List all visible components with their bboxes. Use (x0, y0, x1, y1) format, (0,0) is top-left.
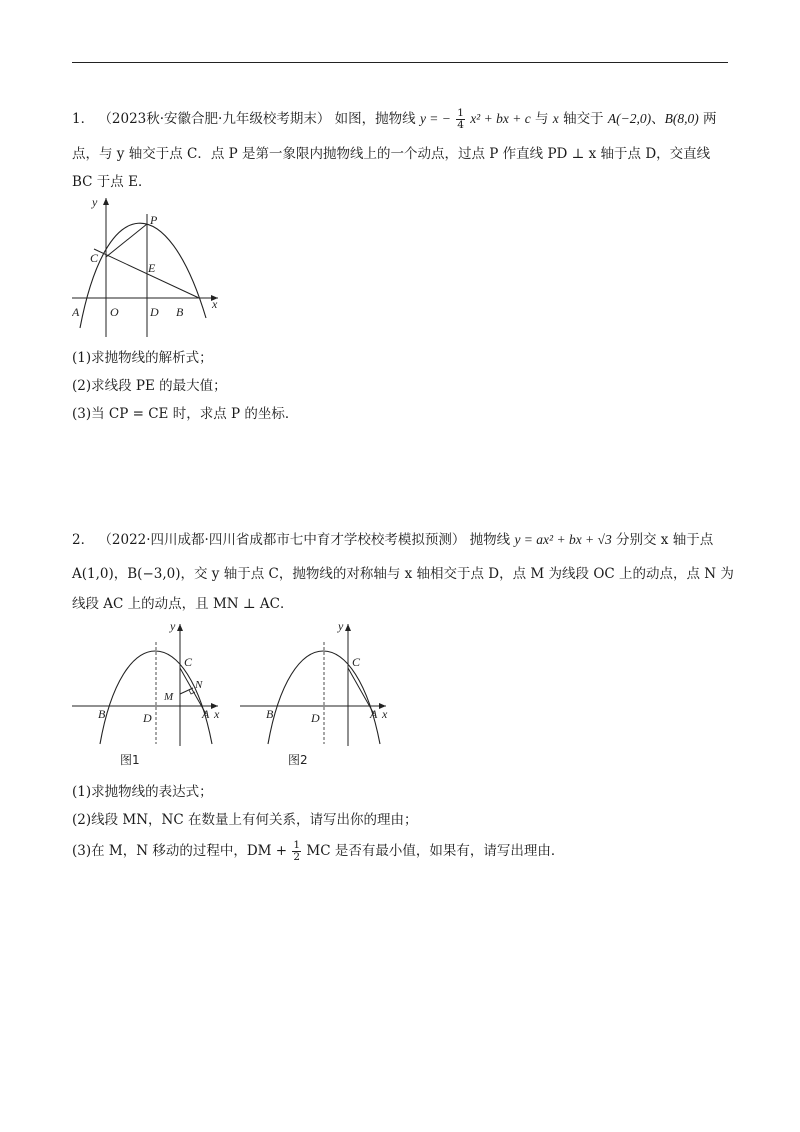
figure-label-x: x (214, 707, 220, 721)
figure-caption: 图1 (120, 753, 140, 767)
problem-1-figure (72, 194, 232, 342)
problem-2-figure-1 (72, 618, 232, 770)
figure-label-b: B (176, 305, 184, 319)
equation-rhs: x² + bx + c (470, 111, 531, 126)
figure-label-m: M (164, 691, 174, 703)
problem-2-stem-line-3: 线段 AC 上的动点，且 MN ⊥ AC． (72, 596, 294, 612)
problem-2-stem-line-2: A(1,0)，B(−3,0)，交 y 轴于点 C，抛物线的对称轴与 x 轴相交于点 D，点 M 为线段 OC 上的动点，点 N 为 (72, 566, 734, 582)
point-b: B(8,0) (664, 111, 699, 126)
question-1-3: (3)当 CP = CE 时，求点 P 的坐标． (72, 406, 299, 422)
equation: y = ax² + bx + √3 (514, 532, 612, 547)
figure-label-b: B (266, 707, 274, 721)
figure-label-a: A (202, 707, 210, 721)
question-2-3 (72, 840, 564, 863)
stem-text: 如图，抛物线 (334, 111, 416, 127)
stem-text: 两 (703, 111, 717, 127)
header-rule (72, 62, 728, 63)
stem-text: 与 (534, 111, 549, 127)
figure-label-d: D (150, 305, 159, 319)
figure-label-o: O (110, 305, 119, 319)
problem-1-stem-line-1 (72, 108, 717, 131)
figure-label-y: y (170, 619, 176, 633)
fraction-numerator: 1 (457, 107, 464, 119)
question-2-1: (1)求抛物线的表达式； (72, 784, 213, 800)
problem-number: 1． (72, 111, 95, 127)
problem-source: （2023秋·安徽合肥·九年级校考期末） (98, 111, 331, 127)
question-2-2: (2)线段 MN，NC 在数量上有何关系，请写出你的理由； (72, 812, 418, 828)
question-text: (3)在 M，N 移动的过程中，DM + (72, 843, 288, 859)
figure-label-c: C (90, 251, 99, 265)
problem-number: 2． (72, 532, 95, 548)
figure-label-e: E (148, 261, 156, 275)
figure-label-x: x (212, 297, 218, 311)
figure-label-x: x (382, 707, 388, 721)
separator: 、 (651, 111, 665, 127)
problem-1 (72, 102, 732, 432)
figure-label-c: C (184, 655, 193, 669)
figure-caption: 图2 (288, 753, 308, 767)
point-a: A(−2,0) (607, 111, 652, 126)
figure-label-y: y (338, 619, 344, 633)
figure-label-d: D (143, 711, 152, 725)
figure-label-d: D (311, 711, 320, 725)
problem-2-figure-2 (240, 618, 400, 770)
figure-label-c: C (352, 655, 361, 669)
figure-label-p: P (150, 213, 158, 227)
problem-1-stem-line-2: 点，与 y 轴交于点 C．点 P 是第一象限内抛物线上的一个动点，过点 P 作直线 PD ⊥ x 轴于点 D，交直线 (72, 146, 711, 162)
figure-label-b: B (98, 707, 106, 721)
stem-text: 抛物线 (469, 532, 511, 548)
equation-fraction (456, 108, 465, 131)
fraction-denominator: 2 (293, 851, 301, 863)
question-fraction (292, 840, 301, 863)
equation-lhs: y = − (419, 111, 451, 126)
variable-x: x (552, 111, 559, 126)
problem-source: （2022·四川成都·四川省成都市七中育才学校校考模拟预测） (98, 532, 466, 548)
figure-label-y: y (92, 195, 98, 209)
question-1-1: (1)求抛物线的解析式； (72, 350, 213, 366)
question-text: MC 是否有最小值，如果有，请写出理由． (306, 843, 565, 859)
figure-label-a: A (370, 707, 378, 721)
problem-2 (72, 526, 732, 876)
figure-label-a: A (72, 305, 80, 319)
figure-label-n: N (195, 679, 203, 691)
problem-1-stem-line-3: BC 于点 E． (72, 174, 152, 190)
stem-text: 分别交 x 轴于点 (616, 532, 714, 548)
fraction-denominator: 4 (457, 119, 464, 131)
problem-2-stem-line-1 (72, 530, 713, 550)
fraction-numerator: 1 (293, 839, 301, 851)
stem-text: 轴交于 (563, 111, 604, 127)
question-1-2: (2)求线段 PE 的最大值； (72, 378, 227, 394)
